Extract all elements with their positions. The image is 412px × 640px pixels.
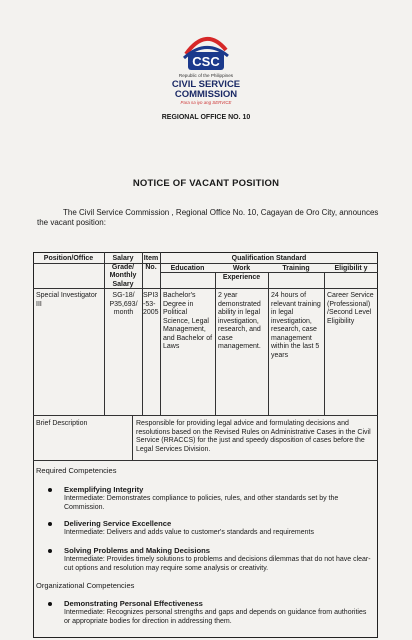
header-item: Item No. <box>143 255 159 271</box>
brief-label: Brief Description <box>36 420 88 427</box>
competency-title: Solving Problems and Making Decisions <box>64 546 211 555</box>
regional-office: REGIONAL OFFICE NO. 10 <box>161 114 251 121</box>
commission-name: CIVIL SERVICE COMMISSION <box>171 79 241 100</box>
header-salary: Salary Grade/ Monthly Salary <box>109 255 137 288</box>
notice-title: NOTICE OF VACANT POSITION <box>132 178 280 189</box>
header-qualification: Qualification Standard <box>231 255 307 262</box>
header-work: Work Experience <box>222 265 261 281</box>
competency-desc: Intermediate: Provides timely solutions to problems and decisions dilemmas that do not have clear-cut options and resolution may require some analysis or creativity. <box>64 556 371 572</box>
bullet-icon <box>48 488 52 492</box>
cell-eligibility: Career Service (Professional) /Second Level Eligibility <box>327 292 374 325</box>
header-training: Training <box>282 265 310 272</box>
tagline: Para sa iyo ang SERVICE <box>180 100 232 105</box>
required-competencies-label: Required Competencies <box>36 466 117 475</box>
competency-title: Demonstrating Personal Effectiveness <box>64 599 203 608</box>
competency-title: Delivering Service Excellence <box>64 519 172 528</box>
notice-intro: The Civil Service Commission , Regional Office No. 10, Cagayan de Oro City, announces the vacant position: <box>37 208 379 227</box>
cell-salary: SG-18/ P35,693/ month <box>109 292 138 316</box>
competency-title: Exemplifying Integrity <box>64 485 144 494</box>
header-eligibility: Eligibilit y <box>334 265 368 272</box>
bullet-icon <box>48 522 52 526</box>
header-position: Position/Office <box>43 255 94 262</box>
cell-position: Special Investigator III <box>36 292 98 308</box>
competency-desc: Intermediate: Demonstrates compliance to policies, rules, and other standards set by the Commission. <box>64 495 339 511</box>
bullet-icon <box>48 602 52 606</box>
header-education: Education <box>170 265 205 272</box>
logo-wordmark: CSC <box>192 54 220 69</box>
cell-item: SPI3-53-2005 <box>143 292 159 316</box>
bullet-icon <box>48 549 52 553</box>
cell-work: 2 year demonstrated ability in legal investigation, research, and case management. <box>218 292 261 350</box>
cell-training: 24 hours of relevant training in legal investigation, research, case management within the last 5 years <box>271 292 321 359</box>
csc-logo-icon <box>180 28 232 78</box>
competency-desc: Intermediate: Delivers and adds value to customer's standards and requirements <box>64 529 314 536</box>
brief-text: Responsible for providing legal advice and formulating decisions and resolutions based on the Revised Rules on Administrative Cases in the Civil Service (RRACCS) for the just and speedy disposition of cases before the Legal Services Division. <box>136 420 371 453</box>
competency-desc: Intermediate: Recognizes personal strengths and gaps and depends on guidance from authorities or appropriate bodies for direction in addressing them. <box>64 609 367 625</box>
republic-label: Republic of the Philippines <box>178 73 234 78</box>
cell-education: Bachelor's Degree in Political Science, Legal Management, and Bachelor of Laws <box>163 292 213 350</box>
organizational-competencies-label: Organizational Competencies <box>36 581 135 590</box>
